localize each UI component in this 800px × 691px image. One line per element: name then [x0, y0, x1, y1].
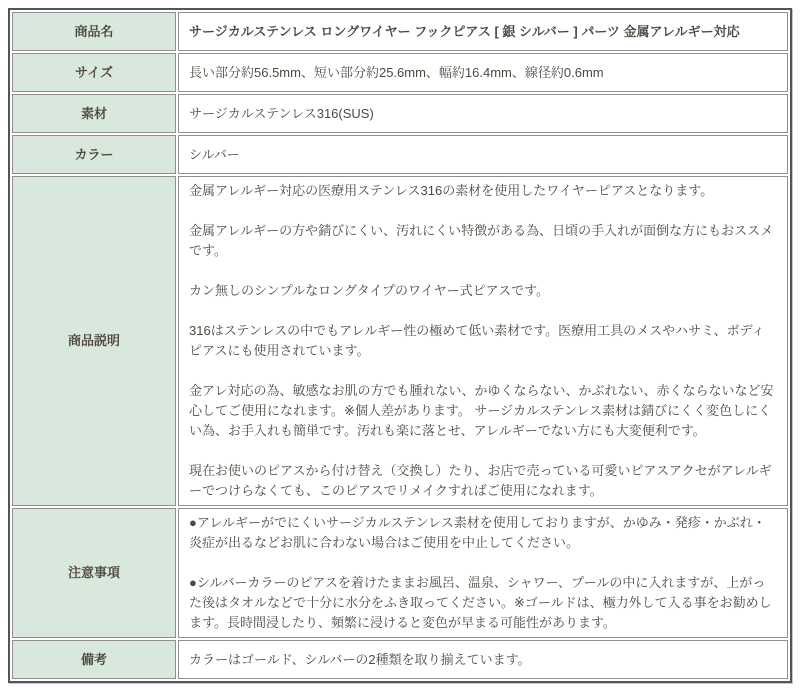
table-row-remarks	[12, 640, 788, 679]
table-row-precautions	[12, 508, 788, 638]
paragraph: 316はステンレスの中でもアレルギー性の極めて低い素材です。医療用工具のメスやハサミ、ボディピアスにも使用されています。	[189, 323, 765, 358]
table-row-product-name	[12, 12, 788, 51]
product-spec-table	[8, 8, 792, 683]
row-value-size: 長い部分約56.5mm、短い部分約25.6mm、幅約16.4mm、線径約0.6mm	[178, 53, 788, 92]
row-header-color: カラー	[12, 135, 176, 174]
table-row-color	[12, 135, 788, 174]
row-value-precautions	[178, 508, 788, 638]
row-value-remarks: カラーはゴールド、シルバーの2種類を取り揃えています。	[178, 640, 788, 679]
paragraph: カン無しのシンプルなロングタイプのワイヤー式ピアスです。	[189, 283, 550, 298]
row-header-description: 商品説明	[12, 176, 176, 506]
table-row-description	[12, 176, 788, 506]
table-row-size	[12, 53, 788, 92]
row-value-material: サージカルステンレス316(SUS)	[178, 94, 788, 133]
row-header-precautions: 注意事項	[12, 508, 176, 638]
row-header-size: サイズ	[12, 53, 176, 92]
row-header-remarks: 備考	[12, 640, 176, 679]
paragraph: ●シルバーカラーのピアスを着けたままお風呂、温泉、シャワー、プールの中に入れますが、上がった後はタオルなどで十分に水分をふき取ってください。※ゴールドは、極力外して入る事をお勧めします。長時間浸したり、頻繁に浸けると変色が早まる可能性があります。	[189, 575, 772, 630]
paragraph: ●アレルギーがでにくいサージカルステンレス素材を使用しておりますが、かゆみ・発疹・かぶれ・炎症が出るなどお肌に合わない場合はご使用を中止してください。	[189, 515, 766, 550]
row-value-description	[178, 176, 788, 506]
product-spec-table-body	[12, 12, 788, 679]
row-value-product-name: サージカルステンレス ロングワイヤー フックピアス [ 銀 シルバー ] パーツ 金属アレルギー対応	[178, 12, 788, 51]
paragraph: 金属アレルギーの方や錆びにくい、汚れにくい特徴がある為、日頃の手入れが面倒な方にもおススメです。	[189, 223, 774, 258]
row-value-color: シルバー	[178, 135, 788, 174]
paragraph: 現在お使いのピアスから付け替え（交換し）たり、お店で売っている可愛いピアスアクセがアレルギーでつけらなくても、このピアスでリメイクすればご使用になれます。	[189, 463, 772, 498]
row-header-material: 素材	[12, 94, 176, 133]
paragraph: 金属アレルギー対応の医療用ステンレス316の素材を使用したワイヤーピアスとなります。	[189, 183, 714, 198]
paragraph: 金アレ対応の為、敏感なお肌の方でも腫れない、かゆくならない、かぶれない、赤くならないなど安心してご使用になれます。※個人差があります。 サージカルステンレス素材は錆びにくく変色しにくい為、お手入れも簡単です。汚れも楽に落とせ、アレルギーでない方にも大変便利です。	[189, 383, 774, 438]
table-row-material	[12, 94, 788, 133]
row-header-product-name: 商品名	[12, 12, 176, 51]
